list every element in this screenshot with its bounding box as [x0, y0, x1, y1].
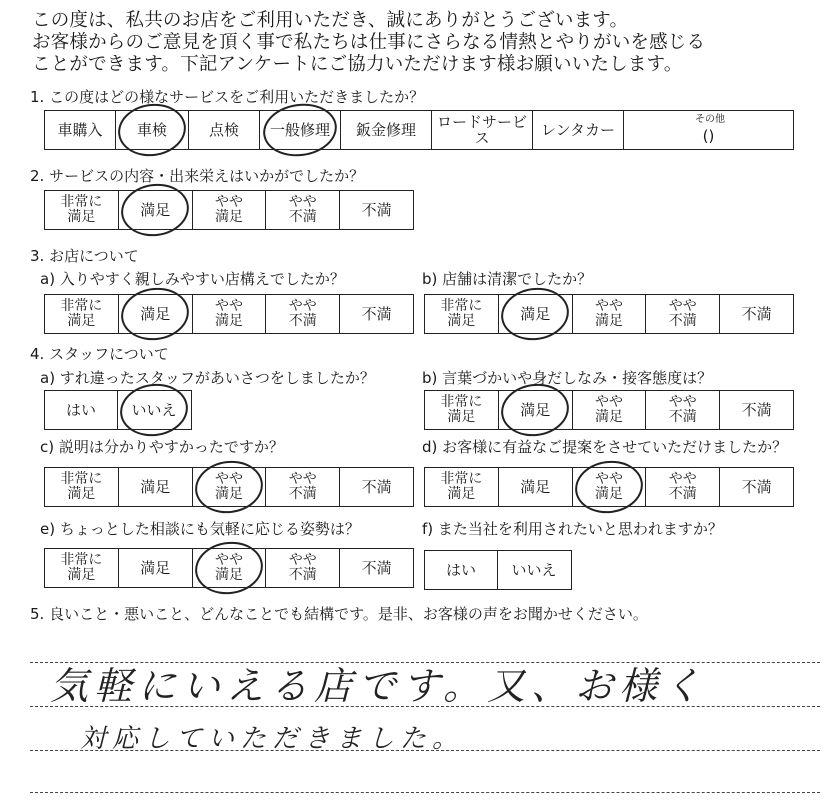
option-box[interactable] [425, 551, 498, 589]
option-label: 非常に 満足 [60, 194, 103, 225]
option-label: やや 不満 [668, 471, 697, 502]
option-box[interactable] [573, 295, 647, 333]
q4d-question: d) お客様に有益なご提案をさせていただけましたか？ [422, 438, 788, 456]
option-label: 点検 [208, 121, 239, 139]
option-box[interactable] [499, 295, 573, 333]
paren-open: ( [702, 127, 709, 145]
option-box[interactable] [573, 391, 647, 429]
option-label: 満足 [520, 401, 551, 419]
q2-options [44, 190, 414, 230]
option-box[interactable] [116, 111, 189, 149]
option-box[interactable] [189, 111, 260, 149]
q4c-question: c) 説明は分かりやすかったですか？ [40, 438, 284, 456]
option-box[interactable] [118, 391, 190, 429]
q3a-options [44, 294, 414, 334]
option-box[interactable] [341, 111, 432, 149]
option-label: はい [65, 401, 96, 419]
option-label: 満足 [520, 305, 551, 323]
option-box[interactable] [340, 468, 413, 506]
option-label: 鈑金修理 [355, 121, 416, 139]
q4-heading: 4. スタッフについて [30, 345, 169, 363]
option-box[interactable] [45, 111, 116, 149]
option-box[interactable] [119, 191, 193, 229]
option-label: 不満 [741, 478, 772, 496]
option-box[interactable] [45, 191, 119, 229]
option-box[interactable] [498, 551, 570, 589]
option-label: やや 満足 [214, 552, 243, 583]
q1-options [44, 110, 794, 150]
q3b-question: b) 店舗は清潔でしたか？ [422, 270, 593, 288]
option-label: 非常に 満足 [440, 298, 483, 329]
option-box[interactable] [432, 111, 533, 149]
option-box[interactable] [499, 391, 573, 429]
option-box[interactable] [646, 295, 720, 333]
option-label: 非常に 満足 [60, 298, 103, 329]
intro-line: ことができます。下記アンケートにご協力いただけます様お願いいたします。 [32, 54, 683, 75]
option-box[interactable] [260, 111, 341, 149]
option-box[interactable] [266, 468, 340, 506]
option-label: やや 不満 [288, 194, 317, 225]
option-label: やや 満足 [594, 471, 623, 502]
handwritten-answer-line2: 対応していただきました。 [80, 724, 465, 754]
q4f-options [424, 550, 572, 590]
option-label: 非常に 満足 [440, 471, 483, 502]
option-box[interactable] [499, 468, 573, 506]
option-box[interactable] [45, 468, 119, 506]
q4e-question: e) ちょっとした相談にも気軽に応じる姿勢は？ [40, 520, 360, 538]
handwritten-answer-line1: 気軽にいえる店です。又、お様く [50, 664, 707, 708]
option-label: やや 不満 [668, 298, 697, 329]
answer-line [30, 792, 820, 793]
option-label: やや 満足 [594, 394, 623, 425]
q2-question: 2. サービスの内容・出来栄えはいかがでしたか？ [30, 167, 365, 185]
option-label: やや 不満 [288, 298, 317, 329]
q3-heading: 3. お店について [30, 247, 139, 265]
option-box[interactable] [45, 549, 119, 587]
q1-question: 1. この度はどの様なサービスをご利用いただきましたか？ [30, 88, 425, 106]
q4b-question: b) 言葉づかいや身だしなみ・接客態度は？ [422, 369, 713, 387]
option-box[interactable] [193, 549, 267, 587]
q4d-options [424, 467, 794, 507]
intro-line: この度は、私共のお店をご利用いただき、誠にありがとうございます。 [32, 10, 629, 31]
option-label: 満足 [140, 478, 171, 496]
option-box[interactable] [266, 191, 340, 229]
option-box[interactable] [533, 111, 624, 149]
option-box[interactable] [45, 391, 118, 429]
option-box[interactable] [720, 468, 793, 506]
option-label: やや 満足 [214, 298, 243, 329]
option-label: 非常に 満足 [60, 552, 103, 583]
option-label: やや 満足 [214, 471, 243, 502]
option-label: 一般修理 [269, 121, 330, 139]
other-option-box[interactable] [624, 111, 793, 149]
option-label: レンタカー [540, 121, 616, 139]
option-label: 満足 [140, 559, 171, 577]
option-label: やや 不満 [288, 471, 317, 502]
option-box[interactable] [119, 468, 193, 506]
q4a-options [44, 390, 192, 430]
option-box[interactable] [720, 391, 793, 429]
option-box[interactable] [193, 295, 267, 333]
other-input-field[interactable] [697, 126, 721, 146]
option-box[interactable] [119, 295, 193, 333]
option-box[interactable] [720, 295, 793, 333]
option-label: 不満 [361, 201, 392, 219]
option-label: ロードサービス [436, 113, 527, 147]
option-label: 車購入 [57, 121, 103, 139]
option-box[interactable] [646, 391, 720, 429]
option-box[interactable] [425, 295, 499, 333]
option-box[interactable] [573, 468, 647, 506]
option-label: 不満 [361, 559, 392, 577]
option-label: 満足 [140, 305, 171, 323]
option-box[interactable] [340, 191, 413, 229]
option-box[interactable] [425, 391, 499, 429]
option-label: やや 不満 [288, 552, 317, 583]
option-box[interactable] [425, 468, 499, 506]
option-label: 満足 [140, 201, 171, 219]
q5-question: 5. 良いこと・悪いこと、どんなことでも結構です。是非、お客様の声をお聞かせください。 [30, 605, 648, 623]
intro-line: お客様からのご意見を頂く事で私たちは仕事にさらなる情熱とやりがいを感じる [32, 32, 706, 53]
intro-text [32, 10, 832, 76]
other-label: その他 [695, 114, 725, 125]
option-label: 車検 [136, 121, 167, 139]
option-box[interactable] [266, 295, 340, 333]
option-label: いいえ [511, 561, 557, 579]
option-box[interactable] [193, 468, 267, 506]
option-label: 不満 [741, 305, 772, 323]
option-label: はい [445, 561, 476, 579]
option-label: 不満 [741, 401, 772, 419]
option-label: 非常に 満足 [60, 471, 103, 502]
option-box[interactable] [646, 468, 720, 506]
option-label: いいえ [131, 401, 177, 419]
q4f-question: f) また当社を利用されたいと思われますか？ [422, 520, 723, 538]
q3a-question: a) 入りやすく親しみやすい店構えでしたか？ [40, 270, 345, 288]
option-box[interactable] [119, 549, 193, 587]
option-box[interactable] [193, 191, 267, 229]
option-label: やや 満足 [594, 298, 623, 329]
option-label: やや 不満 [668, 394, 697, 425]
q4a-question: a) すれ違ったスタッフがあいさつをしましたか？ [40, 369, 375, 387]
option-box[interactable] [340, 295, 413, 333]
option-label: 不満 [361, 305, 392, 323]
q4b-options [424, 390, 794, 430]
paren-close: ) [708, 127, 715, 145]
option-box[interactable] [340, 549, 413, 587]
option-label: 満足 [520, 478, 551, 496]
option-box[interactable] [266, 549, 340, 587]
q4c-options [44, 467, 414, 507]
q3b-options [424, 294, 794, 334]
option-label: 非常に 満足 [440, 394, 483, 425]
option-box[interactable] [45, 295, 119, 333]
q4e-options [44, 548, 414, 588]
option-label: 不満 [361, 478, 392, 496]
option-label: やや 満足 [214, 194, 243, 225]
